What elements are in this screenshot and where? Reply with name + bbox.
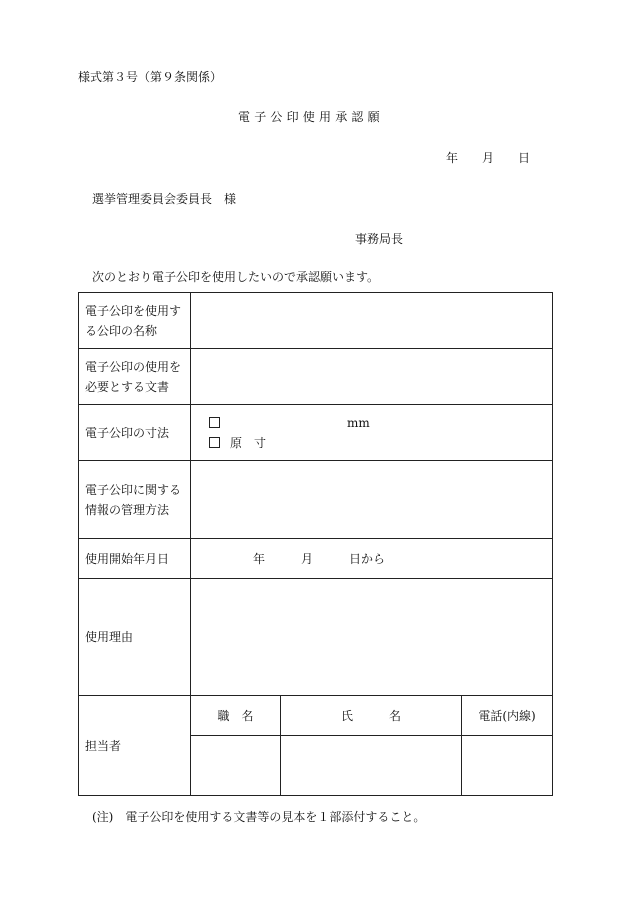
date-day-label: 日 (518, 151, 531, 165)
application-form-table (78, 292, 553, 796)
phone-header: 電話(内線) (462, 696, 553, 736)
start-month-label: 月 (301, 551, 314, 566)
seal-name-field[interactable] (191, 293, 553, 349)
date-month-label: 月 (482, 151, 495, 165)
date-year-label: 年 (446, 151, 459, 165)
job-title-field[interactable] (191, 736, 281, 796)
size-original-checkbox[interactable] (209, 437, 220, 448)
note-tag: (注) (92, 810, 114, 824)
reason-field[interactable] (191, 579, 553, 696)
table-row (79, 696, 553, 736)
name-field[interactable] (281, 736, 462, 796)
table-row (79, 349, 553, 405)
phone-field[interactable] (462, 736, 553, 796)
start-year-label: 年 (253, 551, 266, 566)
seal-size-field (191, 405, 553, 461)
size-original-label: 原 寸 (230, 435, 267, 450)
table-row (79, 579, 553, 696)
management-label: 電子公印に関する 情報の管理方法 (79, 461, 191, 539)
table-row (79, 293, 553, 349)
table-row (79, 461, 553, 539)
document-field[interactable] (191, 349, 553, 405)
date-line (446, 149, 530, 166)
name-header: 氏 名 (281, 696, 462, 736)
person-in-charge-label: 担当者 (79, 696, 191, 796)
seal-name-label: 電子公印を使用す る公印の名称 (79, 293, 191, 349)
start-day-label: 日から (349, 551, 386, 566)
document-title: 電子公印使用承認願 (238, 110, 384, 124)
management-field[interactable] (191, 461, 553, 539)
sender: 事務局長 (355, 232, 404, 246)
table-row (79, 539, 553, 579)
document-label: 電子公印の使用を 必要とする文書 (79, 349, 191, 405)
size-unit-mm: mm (347, 415, 370, 430)
table-row (79, 405, 553, 461)
addressee: 選挙管理委員会委員長 様 (92, 192, 237, 206)
size-custom-checkbox[interactable] (209, 417, 220, 428)
job-title-header: 職 名 (191, 696, 281, 736)
note (92, 808, 425, 825)
seal-size-label: 電子公印の寸法 (79, 405, 191, 461)
intro-text: 次のとおり電子公印を使用したいので承認願います。 (92, 270, 380, 284)
reason-label: 使用理由 (79, 579, 191, 696)
start-date-label: 使用開始年月日 (79, 539, 191, 579)
form-number: 様式第３号（第９条関係） (78, 70, 223, 84)
start-date-field[interactable] (191, 539, 553, 579)
note-text: 電子公印を使用する文書等の見本を１部添付すること。 (125, 810, 426, 824)
